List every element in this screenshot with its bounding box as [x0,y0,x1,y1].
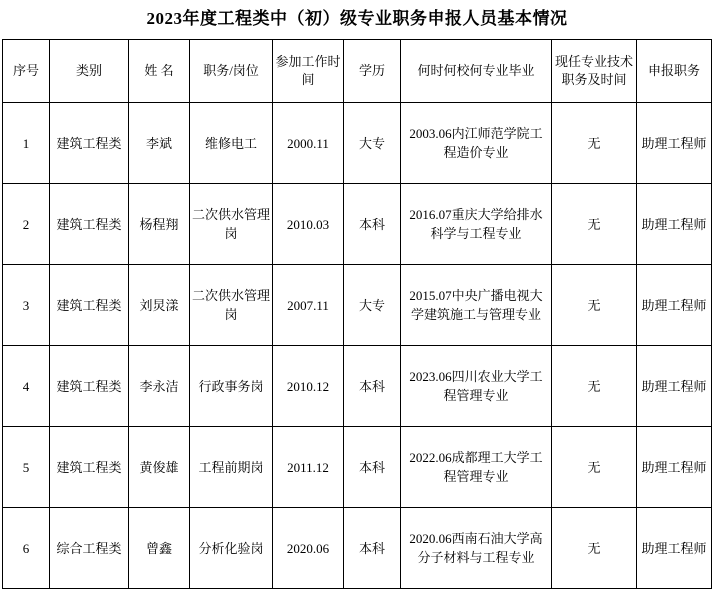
cell-name: 李永洁 [129,346,190,427]
cell-current-title: 无 [552,265,637,346]
cell-apply-title: 助理工程师 [637,103,712,184]
table-row [3,508,712,589]
cell-post: 行政事务岗 [190,346,273,427]
cell-name: 曾鑫 [129,508,190,589]
cell-education: 本科 [344,346,401,427]
cell-post: 工程前期岗 [190,427,273,508]
cell-graduation: 2015.07中央广播电视大学建筑施工与管理专业 [401,265,552,346]
cell-category: 建筑工程类 [50,346,129,427]
table-row [3,427,712,508]
table-body [3,103,712,589]
cell-category: 建筑工程类 [50,427,129,508]
cell-current-title: 无 [552,103,637,184]
cell-work-time: 2000.11 [273,103,344,184]
column-header-current-title: 现任专业技术职务及时间 [552,40,637,103]
column-header-graduation: 何时何校何专业毕业 [401,40,552,103]
cell-work-time: 2020.06 [273,508,344,589]
cell-current-title: 无 [552,508,637,589]
cell-apply-title: 助理工程师 [637,184,712,265]
cell-graduation: 2003.06内江师范学院工程造价专业 [401,103,552,184]
cell-current-title: 无 [552,427,637,508]
column-header-seq: 序号 [3,40,50,103]
cell-name: 黄俊雄 [129,427,190,508]
cell-seq: 3 [3,265,50,346]
cell-current-title: 无 [552,184,637,265]
cell-post: 分析化验岗 [190,508,273,589]
column-header-category: 类别 [50,40,129,103]
column-header-work-time: 参加工作时间 [273,40,344,103]
cell-post: 二次供水管理岗 [190,184,273,265]
cell-category: 建筑工程类 [50,184,129,265]
cell-post: 维修电工 [190,103,273,184]
cell-seq: 6 [3,508,50,589]
cell-seq: 1 [3,103,50,184]
cell-graduation: 2020.06西南石油大学高分子材料与工程专业 [401,508,552,589]
cell-education: 大专 [344,265,401,346]
table-header-row [3,40,712,103]
cell-category: 建筑工程类 [50,103,129,184]
table-header [3,40,712,103]
cell-work-time: 2010.12 [273,346,344,427]
table-row [3,346,712,427]
cell-seq: 4 [3,346,50,427]
cell-apply-title: 助理工程师 [637,508,712,589]
cell-education: 大专 [344,103,401,184]
cell-seq: 5 [3,427,50,508]
cell-graduation: 2016.07重庆大学给排水科学与工程专业 [401,184,552,265]
cell-seq: 2 [3,184,50,265]
cell-education: 本科 [344,427,401,508]
column-header-education: 学历 [344,40,401,103]
cell-work-time: 2010.03 [273,184,344,265]
cell-category: 综合工程类 [50,508,129,589]
column-header-name: 姓 名 [129,40,190,103]
cell-graduation: 2022.06成都理工大学工程管理专业 [401,427,552,508]
cell-name: 刘炅漾 [129,265,190,346]
cell-apply-title: 助理工程师 [637,265,712,346]
cell-work-time: 2011.12 [273,427,344,508]
cell-apply-title: 助理工程师 [637,346,712,427]
table-row [3,265,712,346]
cell-name: 杨程翔 [129,184,190,265]
cell-graduation: 2023.06四川农业大学工程管理专业 [401,346,552,427]
cell-category: 建筑工程类 [50,265,129,346]
column-header-apply-title: 申报职务 [637,40,712,103]
cell-name: 李斌 [129,103,190,184]
cell-current-title: 无 [552,346,637,427]
cell-apply-title: 助理工程师 [637,427,712,508]
cell-work-time: 2007.11 [273,265,344,346]
table-row [3,184,712,265]
personnel-table [2,39,712,589]
table-row [3,103,712,184]
cell-post: 二次供水管理岗 [190,265,273,346]
cell-education: 本科 [344,508,401,589]
column-header-post: 职务/岗位 [190,40,273,103]
page-title: 2023年度工程类中（初）级专业职务申报人员基本情况 [146,9,568,28]
cell-education: 本科 [344,184,401,265]
